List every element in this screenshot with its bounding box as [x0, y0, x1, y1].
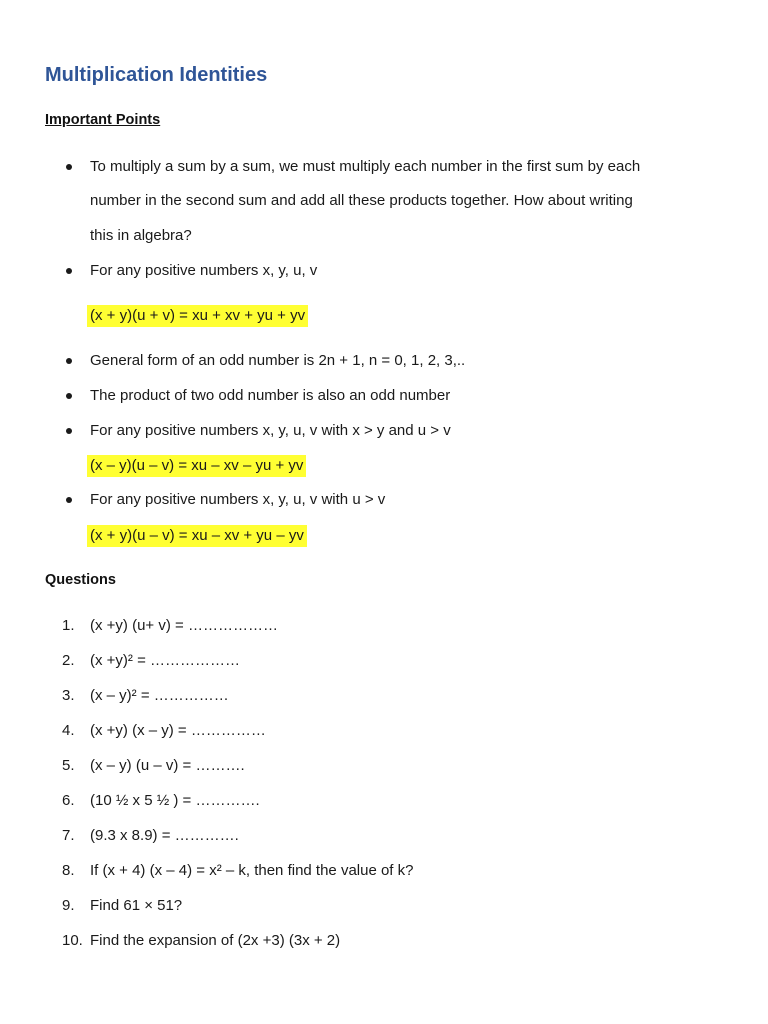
bullet-marker: [66, 268, 72, 274]
point-1-line-1: To multiply a sum by a sum, we must multiply each number in the first sum by each: [90, 158, 641, 175]
important-points-heading: Important Points: [45, 112, 161, 128]
point-2: For any positive numbers x, y, u, v: [90, 262, 318, 279]
question-number: 6.: [62, 792, 75, 809]
bullet-marker: [66, 393, 72, 399]
bullet-marker: [66, 428, 72, 434]
question-number: 8.: [62, 862, 75, 879]
questions-heading: Questions: [45, 572, 116, 588]
page-title: Multiplication Identities: [45, 64, 268, 86]
question-number: 10.: [62, 932, 83, 949]
question-text: (x +y)² = ………………: [90, 652, 241, 669]
question-number: 7.: [62, 827, 75, 844]
formula-3: (x + y)(u – v) = xu – xv + yu – yv: [87, 525, 307, 547]
question-number: 3.: [62, 687, 75, 704]
point-3: General form of an odd number is 2n + 1, n = 0, 1, 2, 3,..: [90, 352, 466, 369]
question-number: 1.: [62, 617, 75, 634]
bullet-marker: [66, 164, 72, 170]
question-text: (x +y) (u+ v) = ………………: [90, 617, 278, 634]
question-text: If (x + 4) (x – 4) = x² – k, then find the value of k?: [90, 862, 414, 879]
bullet-marker: [66, 497, 72, 503]
question-text: (x – y)² = ……………: [90, 687, 229, 704]
question-text: Find the expansion of (2x +3) (3x + 2): [90, 932, 341, 949]
point-1-line-3: this in algebra?: [90, 227, 192, 244]
question-text: (9.3 x 8.9) = ………….: [90, 827, 239, 844]
point-6: For any positive numbers x, y, u, v with u > v: [90, 491, 386, 508]
formula-2: (x – y)(u – v) = xu – xv – yu + yv: [87, 455, 306, 477]
question-text: (10 ½ x 5 ½ ) = ………….: [90, 792, 260, 809]
question-number: 2.: [62, 652, 75, 669]
question-number: 4.: [62, 722, 75, 739]
point-5: For any positive numbers x, y, u, v with x > y and u > v: [90, 422, 451, 439]
question-text: Find 61 × 51?: [90, 897, 183, 914]
point-1-line-2: number in the second sum and add all these products together. How about writing: [90, 192, 633, 209]
point-4: The product of two odd number is also an odd number: [90, 387, 451, 404]
bullet-marker: [66, 358, 72, 364]
formula-1: (x + y)(u + v) = xu + xv + yu + yv: [87, 305, 308, 327]
question-number: 5.: [62, 757, 75, 774]
question-number: 9.: [62, 897, 75, 914]
question-text: (x +y) (x – y) = ……………: [90, 722, 266, 739]
question-text: (x – y) (u – v) = ……….: [90, 757, 245, 774]
